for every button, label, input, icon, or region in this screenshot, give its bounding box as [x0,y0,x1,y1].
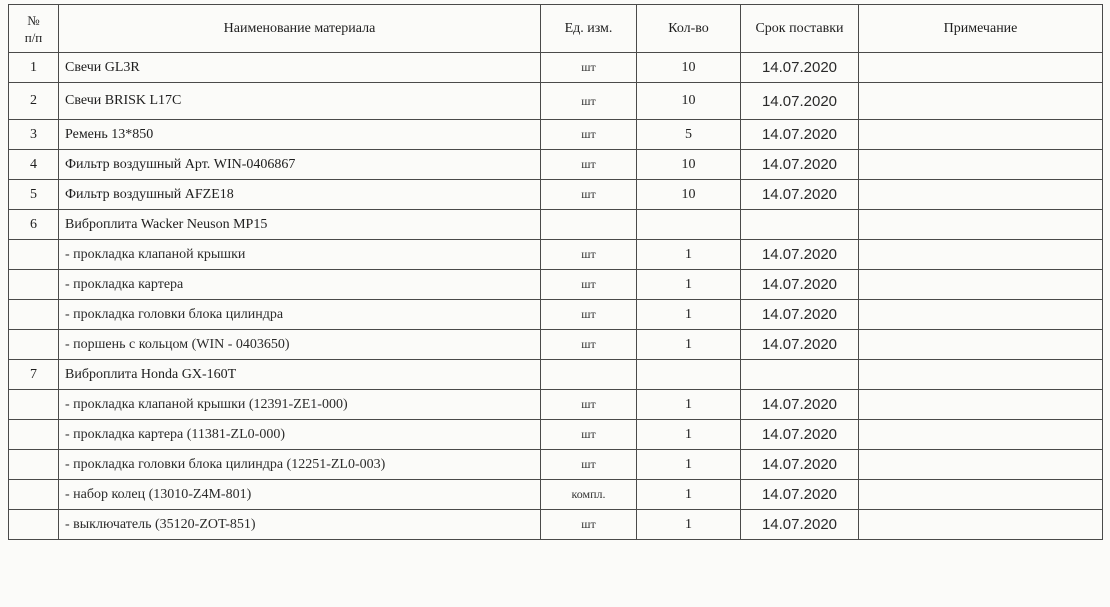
table-row [9,120,1103,150]
cell-note [859,420,1103,450]
cell-num [9,240,59,270]
cell-note [859,180,1103,210]
cell-num [9,510,59,540]
table-row [9,450,1103,480]
header-qty: Кол-во [637,5,741,53]
table-row [9,53,1103,83]
cell-note [859,450,1103,480]
cell-num: 6 [9,210,59,240]
cell-delivery-date: 14.07.2020 [741,480,859,510]
cell-note [859,390,1103,420]
cell-unit: шт [541,150,637,180]
cell-unit: шт [541,53,637,83]
cell-delivery-date: 14.07.2020 [741,450,859,480]
cell-note [859,120,1103,150]
cell-unit: компл. [541,480,637,510]
cell-material-name: - прокладка клапаной крышки [59,240,541,270]
cell-note [859,360,1103,390]
cell-note [859,210,1103,240]
table-row [9,480,1103,510]
cell-num: 1 [9,53,59,83]
cell-material-name: Фильтр воздушный Арт. WIN-0406867 [59,150,541,180]
cell-material-name: - выключатель (35120-ZOT-851) [59,510,541,540]
cell-quantity: 10 [637,180,741,210]
cell-delivery-date [741,210,859,240]
cell-quantity: 1 [637,390,741,420]
cell-unit: шт [541,180,637,210]
cell-quantity: 1 [637,450,741,480]
table-body [9,53,1103,540]
cell-unit: шт [541,390,637,420]
cell-delivery-date: 14.07.2020 [741,120,859,150]
cell-delivery-date: 14.07.2020 [741,390,859,420]
cell-note [859,510,1103,540]
cell-num: 3 [9,120,59,150]
cell-note [859,480,1103,510]
cell-unit: шт [541,120,637,150]
cell-delivery-date: 14.07.2020 [741,510,859,540]
cell-num: 7 [9,360,59,390]
cell-unit: шт [541,450,637,480]
cell-unit [541,360,637,390]
cell-quantity: 1 [637,270,741,300]
cell-quantity: 1 [637,240,741,270]
cell-delivery-date [741,360,859,390]
cell-num: 4 [9,150,59,180]
cell-quantity [637,360,741,390]
cell-material-name: Свечи BRISK L17C [59,83,541,120]
cell-unit [541,210,637,240]
cell-note [859,270,1103,300]
cell-delivery-date: 14.07.2020 [741,240,859,270]
cell-delivery-date: 14.07.2020 [741,83,859,120]
table-row [9,180,1103,210]
cell-material-name: - прокладка головки блока цилиндра [59,300,541,330]
cell-num [9,450,59,480]
cell-delivery-date: 14.07.2020 [741,150,859,180]
cell-unit: шт [541,420,637,450]
header-num: № п/п [9,5,59,53]
table-row [9,510,1103,540]
cell-delivery-date: 14.07.2020 [741,420,859,450]
cell-material-name: - прокладка головки блока цилиндра (12251-ZL0-003) [59,450,541,480]
table-row [9,83,1103,120]
cell-num [9,330,59,360]
header-name: Наименование материала [59,5,541,53]
cell-delivery-date: 14.07.2020 [741,330,859,360]
cell-material-name: - набор колец (13010-Z4M-801) [59,480,541,510]
cell-quantity: 1 [637,420,741,450]
cell-note [859,53,1103,83]
cell-quantity: 5 [637,120,741,150]
cell-unit: шт [541,510,637,540]
cell-delivery-date: 14.07.2020 [741,53,859,83]
table-header-row [9,5,1103,53]
cell-material-name: - прокладка картера (11381-ZL0-000) [59,420,541,450]
table-row [9,240,1103,270]
cell-quantity: 10 [637,150,741,180]
cell-note [859,83,1103,120]
cell-unit: шт [541,83,637,120]
cell-quantity: 1 [637,510,741,540]
table-row [9,210,1103,240]
materials-table [8,4,1103,540]
cell-material-name: Виброплита Wacker Neuson MP15 [59,210,541,240]
cell-unit: шт [541,270,637,300]
cell-quantity: 1 [637,330,741,360]
cell-material-name: - поршень с кольцом (WIN - 0403650) [59,330,541,360]
table-row [9,360,1103,390]
table-row [9,270,1103,300]
cell-note [859,330,1103,360]
cell-quantity: 10 [637,83,741,120]
cell-num [9,270,59,300]
cell-delivery-date: 14.07.2020 [741,270,859,300]
cell-note [859,300,1103,330]
table-row [9,420,1103,450]
cell-quantity [637,210,741,240]
table-row [9,330,1103,360]
cell-num: 5 [9,180,59,210]
cell-num [9,390,59,420]
cell-material-name: Ремень 13*850 [59,120,541,150]
cell-note [859,240,1103,270]
table-row [9,150,1103,180]
cell-num [9,480,59,510]
table-row [9,390,1103,420]
cell-quantity: 1 [637,300,741,330]
cell-material-name: - прокладка картера [59,270,541,300]
cell-material-name: Свечи GL3R [59,53,541,83]
cell-material-name: - прокладка клапаной крышки (12391-ZE1-000) [59,390,541,420]
cell-material-name: Фильтр воздушный AFZE18 [59,180,541,210]
cell-num: 2 [9,83,59,120]
cell-quantity: 10 [637,53,741,83]
cell-material-name: Виброплита Honda GX-160T [59,360,541,390]
cell-num [9,300,59,330]
cell-quantity: 1 [637,480,741,510]
header-note: Примечание [859,5,1103,53]
table-row [9,300,1103,330]
cell-delivery-date: 14.07.2020 [741,300,859,330]
cell-unit: шт [541,330,637,360]
cell-unit: шт [541,300,637,330]
header-date: Срок поставки [741,5,859,53]
cell-unit: шт [541,240,637,270]
cell-delivery-date: 14.07.2020 [741,180,859,210]
cell-note [859,150,1103,180]
cell-num [9,420,59,450]
header-unit: Ед. изм. [541,5,637,53]
